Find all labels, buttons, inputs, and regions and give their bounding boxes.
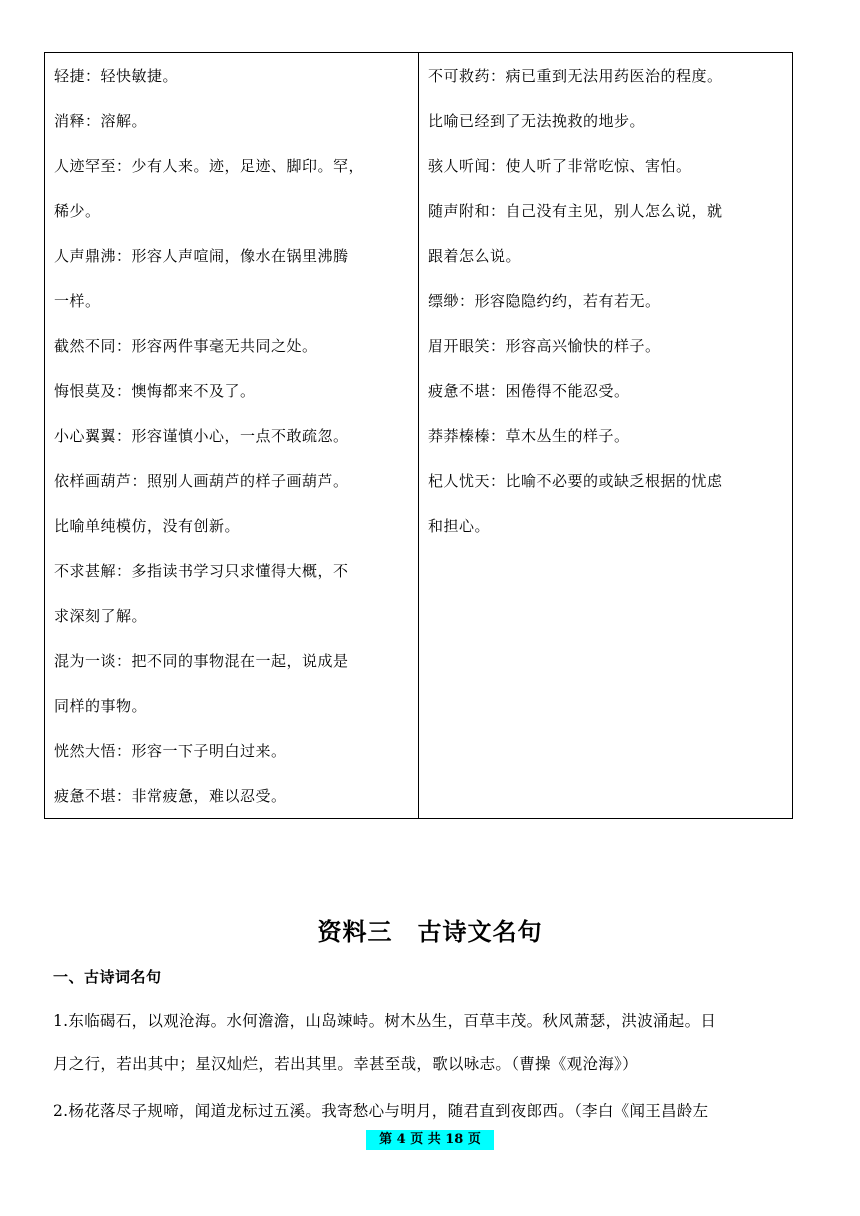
vocab-line: 一样。 <box>54 292 101 310</box>
vocab-line: 比喻已经到了无法挽救的地步。 <box>428 112 646 130</box>
vocab-line: 恍然大悟：形容一下子明白过来。 <box>54 742 287 760</box>
vocab-line: 截然不同：形容两件事毫无共同之处。 <box>54 337 318 355</box>
vocab-line: 随声附和：自己没有主见，别人怎么说，就 <box>428 202 723 220</box>
vocab-line: 人声鼎沸：形容人声喧闹，像水在锅里沸腾 <box>54 247 349 265</box>
vocab-line: 比喻单纯模仿，没有创新。 <box>54 517 241 535</box>
vocab-line: 和担心。 <box>428 517 491 535</box>
vocabulary-column-left <box>45 53 419 818</box>
vocab-line: 不求甚解：多指读书学习只求懂得大概，不 <box>54 562 349 580</box>
vocab-line: 求深刻了解。 <box>54 607 148 625</box>
vocab-line: 缥缈：形容隐隐约约，若有若无。 <box>428 292 661 310</box>
poem-line: 1.东临碣石，以观沧海。水何澹澹，山岛竦峙。树木丛生，百草丰茂。秋风萧瑟，洪波涌起。日 <box>53 1012 717 1030</box>
vocab-line: 稀少。 <box>54 202 101 220</box>
vocab-line: 跟着怎么说。 <box>428 247 522 265</box>
section-title: 资料三 古诗文名句 <box>317 917 543 946</box>
poem-line: 月之行，若出其中；星汉灿烂，若出其里。幸甚至哉，歌以咏志。（曹操《观沧海》） <box>53 1055 638 1073</box>
vocab-line: 眉开眼笑：形容高兴愉快的样子。 <box>428 337 661 355</box>
vocab-line: 同样的事物。 <box>54 697 148 715</box>
page-number-footer: 第 4 页 共 18 页 <box>366 1130 494 1150</box>
vocab-line: 悔恨莫及：懊悔都来不及了。 <box>54 382 256 400</box>
vocab-line: 骇人听闻：使人听了非常吃惊、害怕。 <box>428 157 692 175</box>
vocabulary-table <box>44 52 793 819</box>
vocab-line: 莽莽榛榛：草木丛生的样子。 <box>428 427 630 445</box>
vocabulary-column-right <box>419 53 792 818</box>
vocab-line: 不可救药：病已重到无法用药医治的程度。 <box>428 67 723 85</box>
vocab-line: 人迹罕至：少有人来。迹，足迹、脚印。罕， <box>54 157 365 175</box>
section-subtitle: 一、古诗词名句 <box>53 968 162 986</box>
vocab-line: 依样画葫芦：照别人画葫芦的样子画葫芦。 <box>54 472 349 490</box>
vocab-line: 疲惫不堪：非常疲惫，难以忍受。 <box>54 787 287 805</box>
vocab-line: 消释：溶解。 <box>54 112 148 130</box>
vocab-line: 小心翼翼：形容谨慎小心，一点不敢疏忽。 <box>54 427 349 445</box>
vocab-line: 疲惫不堪：困倦得不能忍受。 <box>428 382 630 400</box>
poem-line: 2.杨花落尽子规啼，闻道龙标过五溪。我寄愁心与明月，随君直到夜郎西。（李白《闻王昌龄左 <box>53 1102 709 1120</box>
vocab-line: 混为一谈：把不同的事物混在一起，说成是 <box>54 652 349 670</box>
vocab-line: 轻捷：轻快敏捷。 <box>54 67 179 85</box>
vocab-line: 杞人忧天：比喻不必要的或缺乏根据的忧虑 <box>428 472 723 490</box>
